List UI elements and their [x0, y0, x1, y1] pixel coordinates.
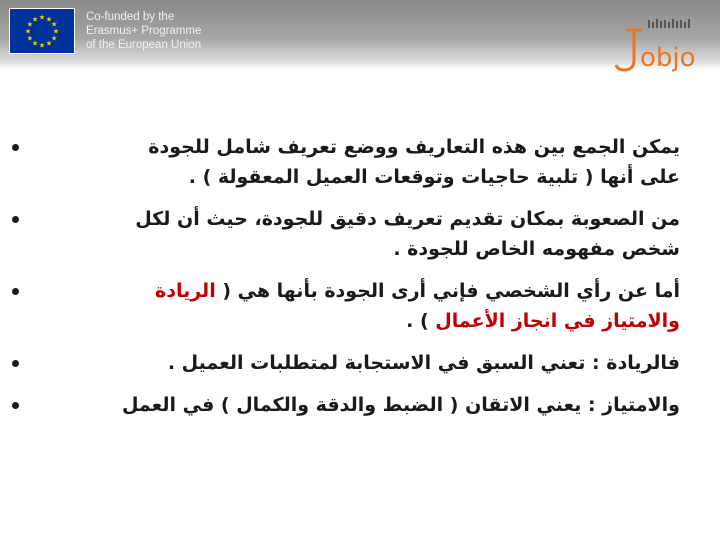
eu-star-icon: ★ — [50, 34, 58, 43]
bullet-item-5 — [40, 390, 680, 420]
bullet-1-line-1: يمكن الجمع بين هذه التعاريف ووضع تعريف شامل للجودة — [148, 136, 680, 158]
bullet-3-highlight-1: الريادة — [155, 280, 216, 302]
bullet-3-line-2 — [40, 306, 680, 336]
eu-text-line-1: Co-funded by the — [86, 11, 175, 23]
eu-star-icon: ★ — [24, 27, 32, 36]
eu-star-icon: ★ — [50, 20, 58, 29]
bullet-3-highlight-2: والامتياز في انجاز الأعمال — [435, 310, 680, 332]
eu-flag-icon — [9, 8, 75, 54]
bullet-item-3 — [40, 276, 680, 336]
svg-text:objo: objo — [640, 43, 696, 73]
eu-star-icon: ★ — [31, 39, 39, 48]
eu-star-icon: ★ — [45, 39, 53, 48]
bullet-2-line-1: من الصعوبة بمكان تقديم تعريف دقيق للجودة، حيث أن لكل — [135, 208, 680, 230]
eu-text-line-2: Erasmus+ Programme — [86, 25, 202, 37]
bullet-item-2 — [40, 204, 680, 264]
bullet-dot — [12, 144, 19, 151]
bullet-item-4 — [40, 348, 680, 378]
bullet-3-line-1 — [40, 276, 680, 306]
eu-cofunded-text — [86, 10, 246, 52]
bullet-4-line-1: فالريادة : تعني السبق في الاستجابة لمتطلبات العميل . — [167, 352, 680, 374]
bullet-dot — [12, 216, 19, 223]
content-area — [40, 132, 680, 432]
eu-star-icon: ★ — [38, 41, 46, 50]
eu-star-icon: ★ — [26, 20, 34, 29]
eu-star-icon: ★ — [52, 27, 60, 36]
bullet-dot — [12, 402, 19, 409]
bullet-dot — [12, 288, 19, 295]
eu-star-icon: ★ — [31, 15, 39, 24]
eu-text-line-3: of the European Union — [86, 39, 202, 51]
eu-star-icon: ★ — [38, 13, 46, 22]
eu-star-icon: ★ — [45, 15, 53, 24]
bullet-3-text-end: ) . — [406, 310, 436, 332]
bullet-1-line-2: على أنها ( تلبية حاجيات وتوقعات العميل المعقولة ) . — [188, 166, 680, 188]
bullet-2-line-2: شخص مفهومه الخاص للجودة . — [393, 238, 680, 260]
jobjo-logo — [612, 16, 712, 76]
bullet-item-1 — [40, 132, 680, 192]
bullet-5-line-1: والامتياز : يعني الاتقان ( الضبط والدقة والكمال ) في العمل — [121, 394, 680, 416]
people-icon — [648, 19, 690, 28]
bullet-dot — [12, 360, 19, 367]
eu-star-icon: ★ — [26, 34, 34, 43]
bullet-3-text-black: أما عن رأي الشخصي فإني أرى الجودة بأنها هي ( — [215, 280, 680, 302]
